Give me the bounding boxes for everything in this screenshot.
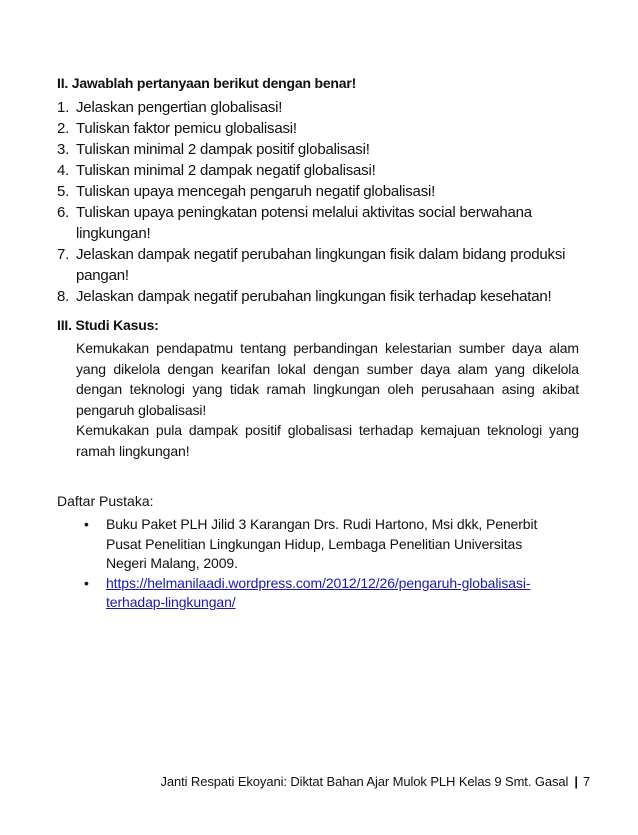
question-item [57,202,587,244]
footer-text: Janti Respati Ekoyani: Diktat Bahan Ajar Mulok PLH Kelas 9 Smt. Gasal [160,774,569,789]
question-number: 2. [57,120,70,137]
question-item [57,118,587,139]
case-study-body [76,338,579,461]
bullet-icon: • [84,516,89,532]
bibliography-link[interactable]: https://helmanilaadi.wordpress.com/2012/12/26/pengaruh-globalisasi-terhadap-lingkungan/ [106,574,531,610]
question-number: 1. [57,99,70,116]
section-3-heading: III. Studi Kasus: [57,317,159,333]
question-item [57,244,587,286]
question-text: Tuliskan minimal 2 dampak positif globalisasi! [76,141,370,158]
section-2-heading: II. Jawablah pertanyaan berikut dengan benar! [57,75,357,91]
question-number: 6. [57,204,70,221]
case-study-paragraph: Kemukakan pula dampak positif globalisasi terhadap kemajuan teknologi yang ramah lingkungan! [76,422,579,459]
question-item [57,139,587,160]
question-text: Tuliskan upaya mencegah pengaruh negatif globalisasi! [76,183,436,200]
question-text: Jelaskan dampak negatif perubahan lingkungan fisik terhadap kesehatan! [76,288,552,305]
bibliography-item [84,574,564,613]
question-list [57,97,587,307]
question-item [57,97,587,118]
question-text: Jelaskan dampak negatif perubahan lingkungan fisik dalam bidang produksi pangan! [76,246,566,284]
bullet-icon: • [84,574,89,591]
bibliography-text: Buku Paket PLH Jilid 3 Karangan Drs. Rudi Hartono, Msi dkk, Penerbit Pusat Penelitian Lingkungan Hidup, Lembaga Penelitian Universitas Negeri Malang, 2009. [106,516,538,571]
question-item [57,181,587,202]
question-number: 5. [57,183,70,200]
bibliography-heading: Daftar Pustaka: [57,493,154,509]
bibliography-list [84,515,564,613]
question-number: 8. [57,288,70,305]
question-number: 4. [57,162,70,179]
page-footer [160,774,590,789]
question-item [57,286,587,307]
bibliography-item [84,515,564,574]
question-number: 7. [57,246,70,263]
case-study-paragraph: Kemukakan pendapatmu tentang perbandingan kelestarian sumber daya alam yang dikelola dengan kearifan lokal dengan sumber daya alam yang dikelola dengan teknologi yang tidak ramah lingkungan oleh perusahaan asing akibat pengaruh globalisasi! [76,340,579,418]
question-item [57,160,587,181]
question-text: Tuliskan minimal 2 dampak negatif globalisasi! [76,162,376,179]
question-text: Tuliskan faktor pemicu globalisasi! [76,120,297,137]
question-text: Tuliskan upaya peningkatan potensi melalui aktivitas social berwahana lingkungan! [76,204,532,242]
question-number: 3. [57,141,70,158]
footer-separator: | [574,774,578,789]
page-number: 7 [582,774,590,789]
question-text: Jelaskan pengertian globalisasi! [76,99,283,116]
